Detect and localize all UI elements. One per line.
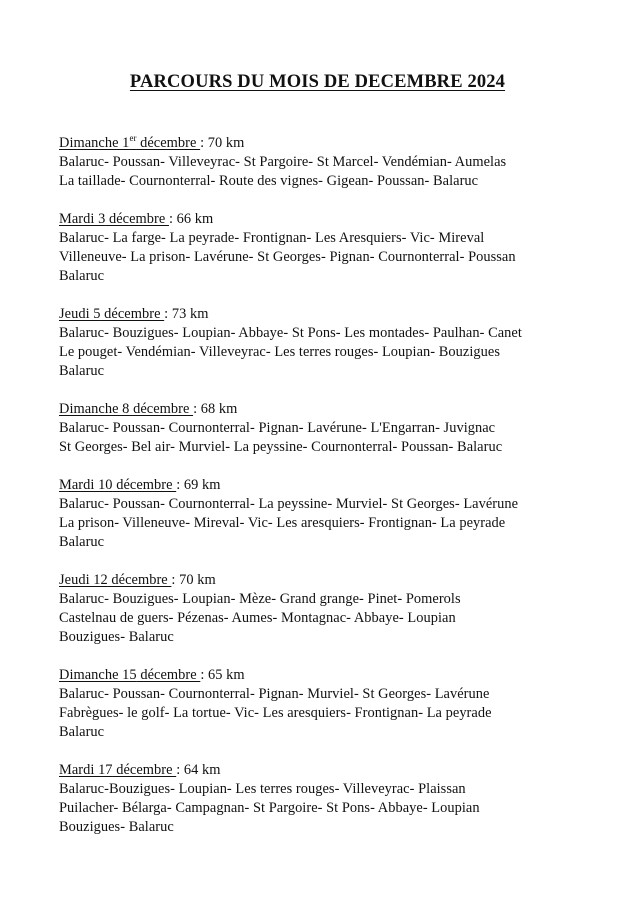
route-line: Balaruc- Poussan- Villeveyrac- St Pargoire- St Marcel- Vendémian- Aumelas [59,154,507,170]
ride-distance: : 73 km [164,306,209,322]
ride-heading [59,400,579,419]
route-line: Balaruc- Poussan- Cournonterral- La peyssine- Murviel- St Georges- Lavérune [59,496,519,512]
ride-block [59,666,579,742]
ride-date-label [59,401,193,417]
ride-date-label [59,762,176,778]
ride-date-prefix: Mardi 3 [59,211,106,227]
route-line: Fabrègues- le golf- La tortue- Vic- Les aresquiers- Frontignan- La peyrade [59,705,492,721]
ride-date-prefix: Jeudi 5 [59,306,101,322]
ride-block [59,476,579,552]
route-line: La taillade- Cournonterral- Route des vignes- Gigean- Poussan- Balaruc [59,173,479,189]
ride-distance: : 64 km [176,762,221,778]
route-line: Villeneuve- La prison- Lavérune- St Georges- Pignan- Cournonterral- Poussan [59,249,516,265]
ride-distance: : 70 km [200,135,245,151]
ride-block [59,400,579,457]
page-title [0,71,635,93]
ride-heading [59,666,579,685]
ride-date-ordinal-suffix: er [129,133,137,144]
ride-date-label [59,135,200,151]
page-title-text: PARCOURS DU MOIS DE DECEMBRE 2024 [129,72,506,93]
ride-date-prefix: Jeudi 12 [59,572,108,588]
ride-date-month: décembre [105,211,169,227]
ride-date-prefix: Dimanche 8 [59,401,130,417]
ride-distance: : 66 km [168,211,214,227]
route-line: Balaruc- Poussan- Cournonterral- Pignan- Lavérune- L'Engarran- Juvignac [59,420,496,436]
route-line: Bouzigues- Balaruc [59,819,174,835]
ride-date-prefix: Mardi 17 [59,762,113,778]
ride-block [59,305,579,381]
ride-date-prefix: Mardi 10 [59,477,113,493]
ride-date-month: décembre [136,667,201,683]
route-line: Balaruc [59,268,105,284]
ride-date-label [59,667,200,683]
route-line: Balaruc [59,363,105,379]
route-line: Balaruc [59,724,105,740]
route-line: Le pouget- Vendémian- Villeveyrac- Les terres rouges- Loupian- Bouzigues [59,344,500,360]
ride-date-month: décembre [129,401,194,417]
ride-list [59,134,579,837]
ride-heading [59,761,579,780]
route-line: La prison- Villeneuve- Mireval- Vic- Les aresquiers- Frontignan- La peyrade [59,515,506,531]
ride-date-label [59,211,169,227]
ride-date-month: décembre [100,306,165,322]
ride-date-month: décembre [107,572,172,588]
route-line: Balaruc-Bouzigues- Loupian- Les terres rouges- Villeveyrac- Plaissan [59,781,466,797]
ride-date-month: décembre [136,135,201,151]
ride-block [59,761,579,837]
route-line: Puilacher- Bélarga- Campagnan- St Pargoire- St Pons- Abbaye- Loupian [59,800,480,816]
ride-date-prefix: Dimanche 1 [59,135,130,151]
ride-heading [59,134,579,153]
ride-date-month: décembre [112,477,177,493]
ride-distance: : 69 km [176,477,221,493]
ride-heading [59,210,579,229]
ride-block [59,210,579,286]
ride-block [59,134,579,191]
route-line: Balaruc- Poussan- Cournonterral- Pignan- Murviel- St Georges- Lavérune [59,686,490,702]
route-line: Balaruc [59,534,105,550]
ride-block [59,571,579,647]
ride-distance: : 68 km [193,401,238,417]
ride-date-label [59,477,176,493]
ride-heading [59,476,579,495]
route-line: Balaruc- Bouzigues- Loupian- Mèze- Grand grange- Pinet- Pomerols [59,591,461,607]
ride-date-month: décembre [112,762,177,778]
ride-date-label [59,572,171,588]
ride-date-prefix: Dimanche 15 [59,667,137,683]
route-line: Balaruc- La farge- La peyrade- Frontignan- Les Aresquiers- Vic- Mireval [59,230,485,246]
ride-date-label [59,306,164,322]
ride-distance: : 65 km [200,667,245,683]
route-line: Bouzigues- Balaruc [59,629,174,645]
ride-distance: : 70 km [171,572,216,588]
ride-heading [59,571,579,590]
route-line: St Georges- Bel air- Murviel- La peyssine- Cournonterral- Poussan- Balaruc [59,439,503,455]
route-line: Balaruc- Bouzigues- Loupian- Abbaye- St Pons- Les montades- Paulhan- Canet [59,325,522,341]
ride-heading [59,305,579,324]
route-line: Castelnau de guers- Pézenas- Aumes- Montagnac- Abbaye- Loupian [59,610,456,626]
